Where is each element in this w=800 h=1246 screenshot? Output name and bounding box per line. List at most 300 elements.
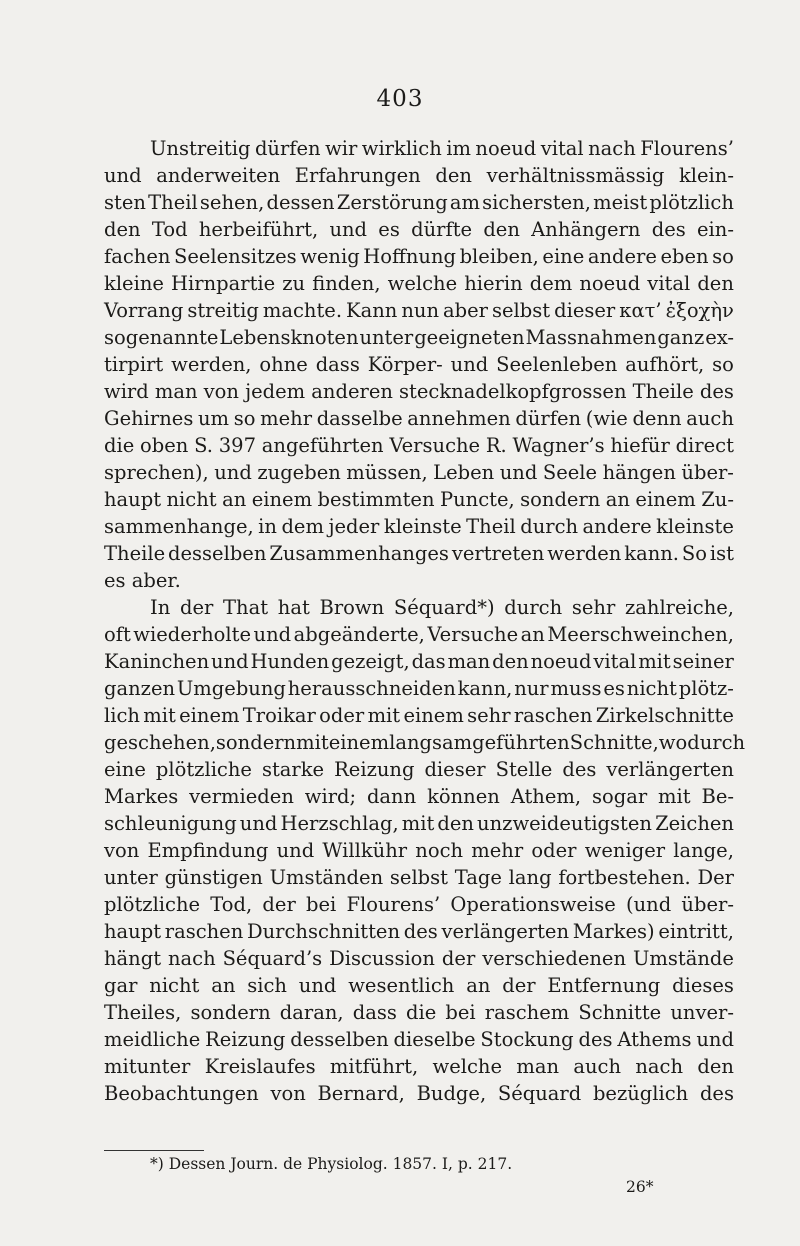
word: schleunigung [104,812,237,835]
word: zahlreiche, [624,596,734,619]
word: starke [261,758,325,781]
word: wenig [300,245,360,268]
text-line [104,1053,734,1080]
word: selbst [389,866,449,889]
word: bleiben, [459,245,539,268]
text-line [104,999,734,1026]
text-line [104,270,734,297]
word: Hunden [250,650,330,673]
word: Bernard, [317,1082,405,1105]
word: Markes [104,785,179,808]
word: mehr [260,407,313,430]
word: und [276,839,315,862]
word: plötz- [678,677,734,700]
word: Versuche [427,623,519,646]
word: und [329,218,368,241]
word: Tod [151,218,188,241]
word: abgeänderte, [293,623,425,646]
word: andere [582,515,652,538]
word: werden [547,542,622,565]
word: nicht [626,677,677,700]
word: wodurch [658,731,746,754]
word: dürfte [411,218,473,241]
word: können [427,785,500,808]
word: sten [104,191,146,214]
word: der [502,974,536,997]
footnote-rule [104,1150,204,1151]
text-line [104,864,734,891]
word: von [203,380,239,403]
word: Budge, [416,1082,487,1105]
word: dieser [554,299,616,322]
word: unver- [670,1001,734,1024]
word: welche [432,1055,502,1078]
word: der [262,893,296,916]
word: Leben [433,461,495,484]
word: einem [179,704,240,727]
word: man [447,650,491,673]
word: einem [635,488,696,511]
text-line [104,567,734,594]
word: kleinste [656,515,734,538]
word: Theiles, [104,1001,182,1024]
word: Lebensknoten [219,326,359,349]
word: an [222,488,247,511]
word: einem [403,704,464,727]
word: mit [658,785,691,808]
word: Séquard [497,1082,582,1105]
word: den [492,650,529,673]
word: Zu- [701,488,734,511]
word: geführten [472,731,570,754]
word: nach [167,947,216,970]
word: jedem [245,380,306,403]
word: Puncte, [439,488,515,511]
word: auch [686,407,734,430]
word: Tage [454,866,502,889]
word: verlängerten [606,758,734,781]
word: lich [104,704,140,727]
word: Kaninchen [104,650,210,673]
word: des [562,758,597,781]
text-line [104,756,734,783]
word: Zusammenhanges [269,542,449,565]
word: Zirkelschnitte [595,704,734,727]
text-line [104,540,734,567]
word: wiederholte [133,623,252,646]
word: Athems [617,1028,692,1051]
word: eintritt, [658,920,734,943]
word: Anhängern [531,218,641,241]
word: raschen [164,920,244,943]
word: vertreten [451,542,545,565]
word: ist [709,542,734,565]
word: plötzliche [155,758,252,781]
word: gezeigt, [331,650,410,673]
word: wir [325,137,358,160]
word: sogenannte [104,326,219,349]
word: In [150,596,171,619]
word: und [450,353,489,376]
word: an [466,974,491,997]
word: Zeichen [655,812,734,835]
word: ohne [259,353,308,376]
word: den [104,218,141,241]
word: 397 [218,434,256,457]
word: jeder [328,515,380,538]
text-line [104,243,734,270]
word: Willkühr [322,839,408,862]
word: weniger [584,839,666,862]
word: Brown [319,596,385,619]
word: Stockung [480,1028,574,1051]
word: κατ’ [619,299,662,322]
word: und [104,164,142,187]
word: Kreislaufes [204,1055,316,1078]
word: kleine [104,272,164,295]
word: angeführten [261,434,384,457]
word: Markes) [572,920,655,943]
text-line [104,351,734,378]
word: Herzschlag, [280,812,399,835]
word: nicht [166,488,217,511]
text-line [104,216,734,243]
text-line [104,459,734,486]
word: das [411,650,446,673]
word: über- [681,893,734,916]
word: durch [504,596,563,619]
word: Athem, [510,785,582,808]
word: der [441,947,476,970]
word: Theile [632,380,694,403]
word: bezüglich [592,1082,689,1105]
word: Reizung [205,1028,286,1051]
word: seiner [672,650,734,673]
text-line [104,189,734,216]
word: raschem [484,1001,570,1024]
text-line [104,1080,734,1107]
word: Umständen [269,866,384,889]
word: meidliche [104,1028,201,1051]
word: Erfahrungen [294,164,421,187]
word: nur [514,677,549,700]
word: andere [587,245,657,268]
text-line [104,918,734,945]
word: wird [104,380,149,403]
word: Zerstörung [336,191,448,214]
word: mit [401,812,435,835]
word: den [697,1055,734,1078]
word: und [298,974,337,997]
word: den [437,812,474,835]
word: noeud [475,137,537,160]
word: in [258,515,277,538]
word: Der [697,866,734,889]
word: sichersten, [482,191,591,214]
word: dieser [424,758,486,781]
word: Reizung [334,758,415,781]
word: dass [352,1001,397,1024]
word: finden, [312,272,381,295]
word: streitig [187,299,259,322]
word: ἐξοχὴν [665,299,734,322]
word: vital [593,650,637,673]
word: Unstreitig [150,137,251,160]
footnote: *) Dessen Journ. de Physiolog. 1857. I, p. 217. [150,1155,513,1173]
word: sondern [190,1001,271,1024]
word: zu [282,272,306,295]
word: verhältnissmässig [486,164,665,187]
word: mit [638,650,671,673]
text-line [104,891,734,918]
text-line [104,945,734,972]
text-line [104,1026,734,1053]
word: geeigneten [414,326,525,349]
word: hat [277,596,310,619]
word: so [233,407,256,430]
word: bei [445,1001,476,1024]
word: sondern [215,731,297,754]
word: kleinste [383,515,462,538]
word: R. [485,434,507,457]
word: dürfen [515,407,582,430]
word: werden, [171,353,252,376]
text-line [104,486,734,513]
word: hierin [464,272,523,295]
word: Versuche [389,434,481,457]
word: klein- [678,164,734,187]
word: direct [675,434,734,457]
word: mitunter [104,1055,191,1078]
word: Theile [104,542,166,565]
word: verschiedenen [482,947,627,970]
word: an [211,974,236,997]
word: haupt [104,488,162,511]
word: unzweideutigsten [477,812,652,835]
word: wesentlich [348,974,455,997]
word: man [154,380,198,403]
word: es [378,218,400,241]
word: müssen, [346,461,428,484]
word: anderen [311,380,393,403]
page-number: 403 [376,86,424,112]
word: nach [635,1055,684,1078]
word: und [239,812,278,835]
word: sehr [467,704,511,727]
word: dieselbe [393,1028,476,1051]
word: im [446,137,471,160]
word: herausschneiden [287,677,456,700]
word: Meerschweinchen, [547,623,734,646]
word: Operationsweise [450,893,616,916]
word: muss [550,677,602,700]
word: bestimmten [317,488,435,511]
word: man [516,1055,560,1078]
word: noch [415,839,464,862]
word: Tod, [210,893,253,916]
word: daran, [279,1001,344,1024]
word: an [520,623,545,646]
word: so [712,245,734,268]
word: sehen, [199,191,265,214]
word: an [605,488,630,511]
word: einem [251,488,313,511]
word: mit [296,731,329,754]
word: von [104,839,140,862]
text-line [104,675,734,702]
word: mehr [471,839,524,862]
word: wird; [304,785,357,808]
text-line [104,297,734,324]
word: Empfindung [147,839,269,862]
word: und [214,461,252,484]
text-line [104,135,734,162]
word: mit [367,704,401,727]
word: Entfernung [547,974,661,997]
word: vermieden [189,785,294,808]
word: aber. [131,569,181,592]
text-line [104,702,734,729]
word: Gehirnes [104,407,194,430]
word: des [651,218,686,241]
word: desselben [290,1028,389,1051]
word: Massnahmen [525,326,657,349]
word: denn [632,407,682,430]
word: mit [143,704,176,727]
word: ganzen [104,677,176,700]
word: machte. [262,299,343,322]
word: Hoffnung [363,245,457,268]
word: stecknadelkopfgrossen [399,380,627,403]
word: raschen [513,704,593,727]
word: sehr [571,596,616,619]
word: Flourens’ [346,893,441,916]
word: Seelensitzes [173,245,297,268]
word: hängen [602,461,676,484]
word: welche [387,272,458,295]
word: oben [140,434,189,457]
word: und [211,650,249,673]
word: Schnitte [578,1001,662,1024]
word: meist [593,191,648,214]
word: Theil [148,191,198,214]
word: Séquard*) [393,596,495,619]
word: Seele [542,461,598,484]
word: sammenhange, [104,515,254,538]
word: auch [573,1055,622,1078]
word: dem [529,272,573,295]
word: dasselbe [316,407,403,430]
word: um [198,407,230,430]
word: So [681,542,708,565]
word: gar [104,974,138,997]
word: einem [328,731,390,754]
word: es [104,569,132,592]
word: der [179,596,214,619]
word: dessen [266,191,335,214]
word: Troikar [242,704,316,727]
word: oder [319,704,365,727]
word: Schnitte, [569,731,659,754]
text-line [104,783,734,810]
word: und [499,461,538,484]
word: Flourens’ [640,137,734,160]
word: noeud [579,272,641,295]
word: günstigen [164,866,263,889]
word: nicht [149,974,200,997]
text-line [104,324,734,351]
word: That [223,596,269,619]
text-line [104,972,734,999]
word: Wagner’s [512,434,605,457]
word: Hirnpartie [171,272,276,295]
word: eben [660,245,709,268]
word: desselben [168,542,267,565]
word: die [406,1001,437,1024]
word: Seelenleben [496,353,618,376]
word: vital [647,272,691,295]
word: sondern [520,488,601,511]
word: hiefür [610,434,670,457]
text-line [104,513,734,540]
body-text [104,135,746,1107]
word: Kann [346,299,398,322]
word: ganz [657,326,705,349]
word: lange, [673,839,734,862]
text-line [104,162,734,189]
word: verlängerten [441,920,570,943]
word: mitführt, [329,1055,419,1078]
word: plötzlich [649,191,734,214]
text-line [104,621,734,648]
word: kann. [624,542,680,565]
word: dürfen [254,137,321,160]
word: von [270,1082,306,1105]
word: sprechen), [104,461,209,484]
text-line [104,729,746,756]
word: des [403,920,438,943]
text-line [104,432,734,459]
word: Beobachtungen [104,1082,259,1105]
word: (wie [585,407,628,430]
word: selbst [492,299,551,322]
word: so [712,353,734,376]
word: über- [681,461,734,484]
text-line [104,378,734,405]
word: Durchschnitten [246,920,401,943]
word: dass [315,353,360,376]
word: zugeben [257,461,341,484]
word: S. [194,434,213,457]
word: plötzliche [104,893,201,916]
word: kann, [457,677,513,700]
word: aber [443,299,488,322]
word: Be- [701,785,734,808]
word: (und [625,893,672,916]
word: und [696,1028,734,1051]
word: nach [588,137,636,160]
word: eine [104,758,146,781]
word: sich [247,974,287,997]
word: Theil [466,515,516,538]
word: unter [359,326,414,349]
word: langsam [389,731,473,754]
word: haupt [104,920,162,943]
word: geschehen, [104,731,216,754]
text-line [104,405,734,432]
word: Séquard’s [222,947,323,970]
word: herbeiführt, [198,218,319,241]
